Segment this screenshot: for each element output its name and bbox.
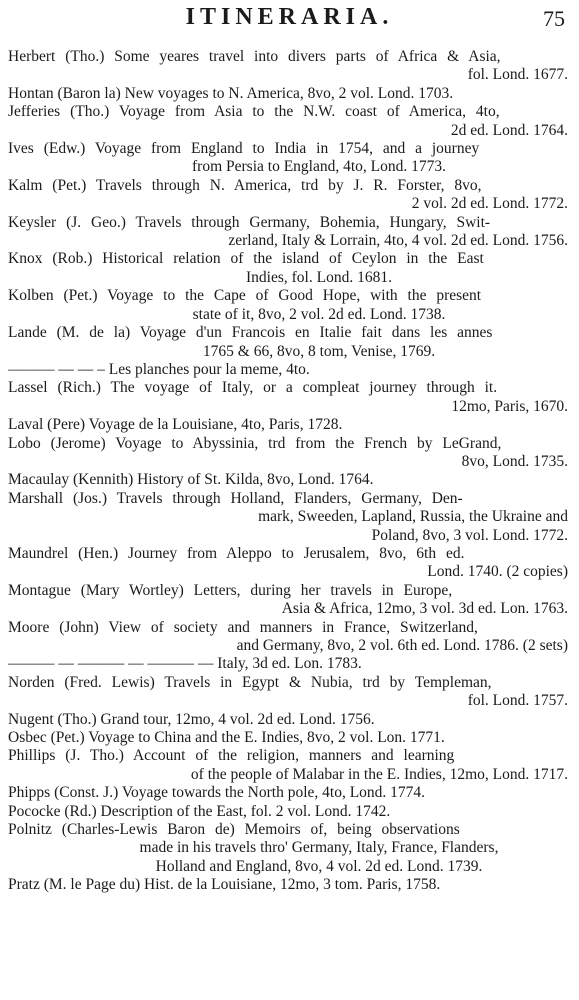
bibliography-entry: [8, 214, 570, 251]
entry-continuation-line: 1765 & 66, 8vo, 8 tom, Venise, 1769.: [202, 342, 436, 360]
entry-continuation-line: 2d ed. Lond. 1764.: [450, 121, 568, 139]
bibliography-entry: [8, 140, 570, 177]
entry-continuation-line: of the people of Malabar in the E. Indies, 12mo, Lond. 1717.: [190, 765, 568, 783]
entry-continuation-line: mark, Sweeden, Lapland, Russia, the Ukraine and: [258, 508, 568, 526]
entry-continuation-line: zerland, Italy & Lorrain, 4to, 4 vol. 2d ed. Lond. 1756.: [228, 232, 568, 250]
entry-continuation-line: Lond. 1740. (2 copies): [427, 563, 568, 581]
bibliography-entry: [8, 729, 570, 747]
entry-line: Hontan (Baron la) New voyages to N. America, 8vo, 2 vol. Lond. 1703.: [8, 84, 454, 102]
entry-continuation-line: Asia & Africa, 12mo, 3 vol. 3d ed. Lon. 1763.: [281, 600, 568, 618]
entry-continuation-line: 2 vol. 2d ed. Lond. 1772.: [411, 195, 568, 213]
bibliography-entry: [8, 821, 570, 876]
bibliography-entry: [8, 379, 570, 416]
bibliography-entry: [8, 803, 570, 821]
bibliography-entry: [8, 471, 570, 489]
entry-line: Maundrel (Hen.) Journey from Aleppo to Jerusalem, 8vo, 6th ed.: [8, 544, 465, 562]
entry-line: Keysler (J. Geo.) Travels through Germany, Bohemia, Hungary, Swit-: [8, 213, 491, 231]
bibliography-entry: [8, 324, 570, 361]
bibliography-entry: [8, 545, 570, 582]
bibliography-entry: [8, 287, 570, 324]
entry-continuation-line: fol. Lond. 1677.: [467, 66, 568, 84]
entry-line: Jefferies (Tho.) Voyage from Asia to the N.W. coast of America, 4to,: [8, 103, 500, 121]
entry-continuation-line: Holland and England, 8vo, 4 vol. 2d ed. Lond. 1739.: [155, 857, 483, 875]
bibliography-entry: [8, 490, 570, 545]
entry-line: Knox (Rob.) Historical relation of the island of Ceylon in the East: [8, 250, 484, 268]
entry-continuation-line: and Germany, 8vo, 2 vol. 6th ed. Lond. 1786. (2 sets): [236, 637, 568, 654]
running-head: [0, 4, 579, 34]
bibliography-entry: [8, 48, 570, 85]
entry-continuation-line: Indies, fol. Lond. 1681.: [246, 268, 392, 286]
entry-line: Montague (Mary Wortley) Letters, during her travels in Europe,: [8, 581, 453, 599]
bibliography-entry: [8, 582, 570, 619]
bibliography-entry: [8, 85, 570, 103]
running-title: ITINERARIA.: [185, 4, 394, 30]
entry-line: Kalm (Pet.) Travels through N. America, trd by J. R. Forster, 8vo,: [8, 176, 482, 194]
entry-continuation-line: 12mo, Paris, 1670.: [451, 397, 568, 415]
entry-line: Lobo (Jerome) Voyage to Abyssinia, trd from the French by LeGrand,: [8, 434, 502, 452]
entry-line: Moore (John) View of society and manners in France, Switzerland,: [8, 618, 478, 636]
entry-continuation-line: Poland, 8vo, 3 vol. Lond. 1772.: [371, 526, 568, 544]
entry-line: Laval (Pere) Voyage de la Louisiane, 4to, Paris, 1728.: [8, 416, 343, 434]
entry-line: Pococke (Rd.) Description of the East, fol. 2 vol. Lond. 1742.: [8, 802, 391, 820]
entry-line: Herbert (Tho.) Some yeares travel into divers parts of Africa & Asia,: [8, 48, 501, 65]
entry-continuation-line: from Persia to England, 4to, Lond. 1773.: [192, 158, 446, 176]
entry-line: Macaulay (Kennith) History of St. Kilda, 8vo, Lond. 1764.: [8, 471, 374, 489]
bibliography-entry: [8, 361, 570, 379]
bibliography-entry: [8, 619, 570, 656]
bibliography-entry: [8, 747, 570, 784]
entry-line: Kolben (Pet.) Voyage to the Cape of Good Hope, with the present: [8, 287, 482, 305]
entry-line: Lande (M. de la) Voyage d'un Francois en Italie fait dans les annes: [8, 324, 493, 342]
entry-line: Phipps (Const. J.) Voyage towards the North pole, 4to, Lond. 1774.: [8, 784, 426, 802]
entry-line: Norden (Fred. Lewis) Travels in Egypt & Nubia, trd by Templeman,: [8, 673, 492, 691]
bibliography-entry: [8, 416, 570, 434]
bibliography-entry: [8, 655, 570, 673]
bibliography-entry: [8, 784, 570, 802]
entry-continuation-line: 8vo, Lond. 1735.: [461, 452, 568, 470]
bibliography-list: [8, 48, 570, 895]
bibliography-entry: [8, 250, 570, 287]
entry-line: Phillips (J. Tho.) Account of the religion, manners and learning: [8, 747, 455, 765]
entry-line: ——— — ——— — ——— — Italy, 3d ed. Lon. 1783.: [8, 655, 362, 673]
bibliography-entry: [8, 435, 570, 472]
entry-line: Pratz (M. le Page du) Hist. de la Louisiane, 12mo, 3 tom. Paris, 1758.: [8, 876, 441, 894]
entry-line: Ives (Edw.) Voyage from England to India in 1754, and a journey: [8, 140, 480, 158]
entry-continuation-line: fol. Lond. 1757.: [467, 692, 568, 710]
bibliography-entry: [8, 876, 570, 894]
entry-line: Lassel (Rich.) The voyage of Italy, or a compleat journey through it.: [8, 379, 498, 397]
entry-line: Marshall (Jos.) Travels through Holland, Flanders, Germany, Den-: [8, 489, 463, 507]
page-number: 75: [543, 6, 565, 31]
bibliography-entry: [8, 177, 570, 214]
entry-line: Osbec (Pet.) Voyage to China and the E. Indies, 8vo, 2 vol. Lon. 1771.: [8, 729, 445, 747]
entry-line: Polnitz (Charles-Lewis Baron de) Memoirs of, being observations: [8, 821, 460, 839]
bibliography-entry: [8, 711, 570, 729]
entry-continuation-line: state of it, 8vo, 2 vol. 2d ed. Lond. 1738.: [192, 305, 446, 323]
entry-line: Nugent (Tho.) Grand tour, 12mo, 4 vol. 2d ed. Lond. 1756.: [8, 710, 375, 728]
entry-line: ——— — — – Les planches pour la meme, 4to.: [8, 360, 310, 378]
entry-continuation-line: made in his travels thro' Germany, Italy, France, Flanders,: [139, 839, 499, 857]
bibliography-entry: [8, 674, 570, 711]
bibliography-entry: [8, 103, 570, 140]
